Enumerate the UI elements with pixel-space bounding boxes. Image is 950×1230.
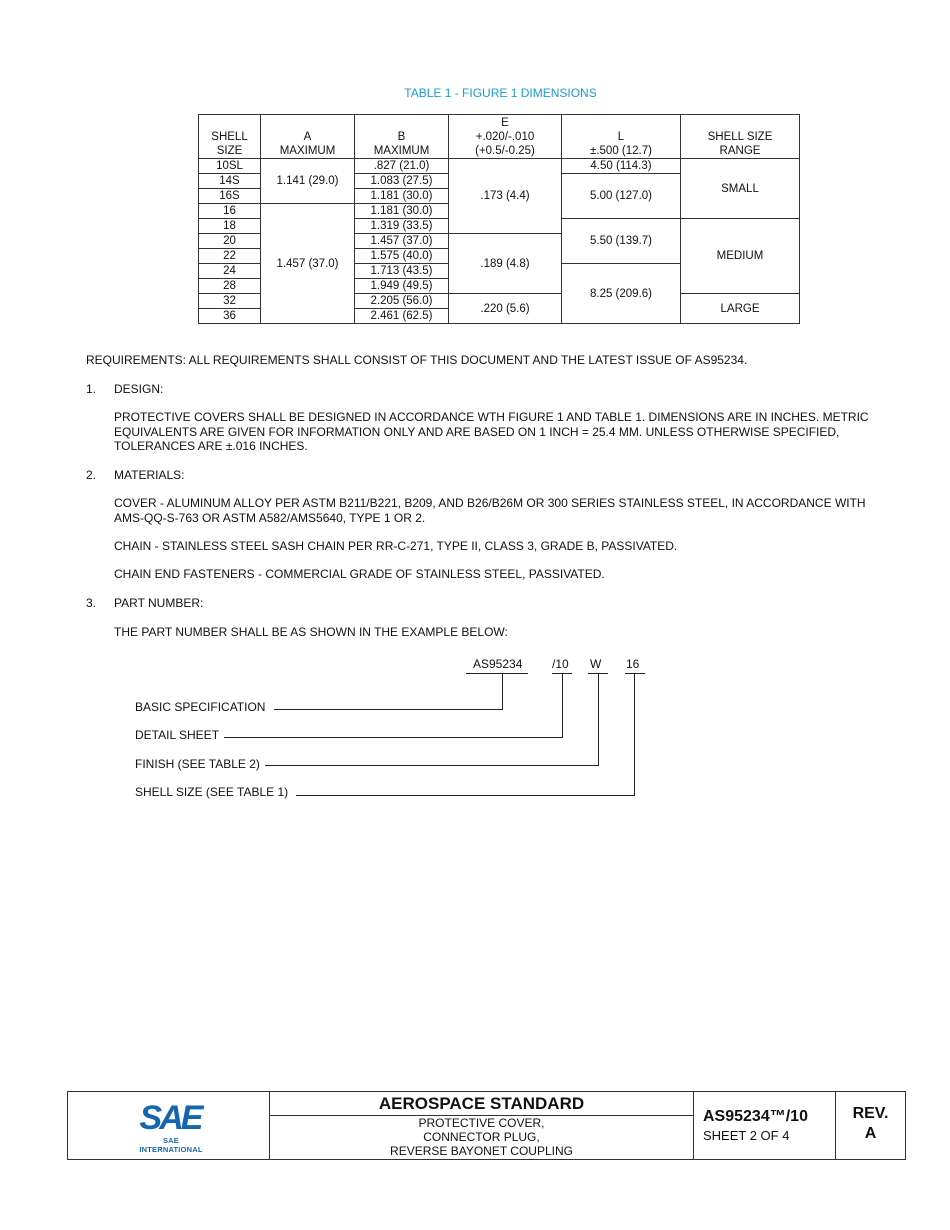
cell-b: 1.713 (43.5): [355, 264, 449, 279]
header-b: B MAXIMUM: [355, 115, 449, 159]
label-detail-sheet: DETAIL SHEET: [135, 728, 220, 742]
cell-b: 1.319 (33.5): [355, 219, 449, 234]
cell-shell-size: 10SL: [199, 159, 261, 174]
cell-l: 8.25 (209.6): [562, 264, 681, 324]
document-number: AS95234™/10: [703, 1108, 808, 1125]
header-a: A MAXIMUM: [261, 115, 355, 159]
label-finish: FINISH (SEE TABLE 2): [135, 757, 260, 771]
cell-b: 1.181 (30.0): [355, 204, 449, 219]
leader-line: [502, 673, 503, 709]
cell-shell-size: 16S: [199, 189, 261, 204]
cell-l: 4.50 (114.3): [562, 159, 681, 174]
cell-shell-size: 36: [199, 309, 261, 324]
table-row: [199, 159, 800, 174]
cell-range: MEDIUM: [681, 219, 800, 294]
section-paragraph: THE PART NUMBER SHALL BE AS SHOWN IN THE EXAMPLE BELOW:: [114, 625, 508, 639]
cell-l: 5.00 (127.0): [562, 174, 681, 219]
part-finish: W: [590, 657, 602, 671]
section-paragraph: COVER - ALUMINUM ALLOY PER ASTM B211/B221, B209, AND B26/B26M OR 300 SERIES STAINLESS STEEL, IN ACCORDANCE WITH AMS-QQ-S-763 OR ASTM A582/AMS5640, TYPE 1 OR 2.: [114, 496, 866, 525]
section-heading: MATERIALS:: [114, 468, 185, 482]
cell-b: 2.461 (62.5): [355, 309, 449, 324]
table-header-row: [199, 115, 800, 159]
header-shell-size: SHELL SIZE: [199, 115, 261, 159]
title-cell: [269, 1091, 694, 1160]
part-shell-size: 16: [626, 657, 640, 671]
section-paragraph: CHAIN - STAINLESS STEEL SASH CHAIN PER RR-C-271, TYPE II, CLASS 3, GRADE B, PASSIVATED.: [114, 539, 678, 553]
logo-subtext: SAE INTERNATIONAL: [139, 1136, 203, 1154]
revision-label: REV.: [852, 1105, 889, 1122]
sae-logo: [136, 1100, 206, 1154]
cell-b: 1.575 (40.0): [355, 249, 449, 264]
cell-shell-size: 14S: [199, 174, 261, 189]
leader-line: [634, 673, 635, 796]
cell-e: .220 (5.6): [449, 294, 562, 324]
section-paragraph: PROTECTIVE COVERS SHALL BE DESIGNED IN ACCORDANCE WTH FIGURE 1 AND TABLE 1. DIMENSIONS ARE IN INCHES. METRIC EQUIVALENTS ARE GIVEN FOR INFORMATION ONLY AND ARE BASED ON 1 INCH = 25.4 MM. UNLESS OTHERWISE SPECIFIED, TOLERANCES ARE ±.016 INCHES.: [114, 410, 869, 453]
cell-shell-size: 32: [199, 294, 261, 309]
requirements-statement: REQUIREMENTS: ALL REQUIREMENTS SHALL CONSIST OF THIS DOCUMENT AND THE LATEST ISSUE OF AS95234.: [86, 353, 748, 367]
description-line: CONNECTOR PLUG,: [423, 1130, 540, 1144]
section-number: 1.: [86, 382, 97, 396]
dimensions-table: [198, 114, 800, 324]
cell-shell-size: 22: [199, 249, 261, 264]
cell-a: 1.141 (29.0): [261, 159, 355, 204]
cell-shell-size: 20: [199, 234, 261, 249]
cell-a: 1.457 (37.0): [261, 204, 355, 324]
part-basic-spec: AS95234: [473, 657, 523, 671]
leader-line: [598, 673, 599, 766]
part-detail-sheet: /10: [552, 657, 569, 671]
cell-shell-size: 28: [199, 279, 261, 294]
leader-line: [562, 673, 563, 737]
label-shell-size: SHELL SIZE (SEE TABLE 1): [135, 785, 289, 799]
underline: [625, 673, 645, 674]
section-heading: DESIGN:: [114, 382, 164, 396]
header-range: SHELL SIZE RANGE: [681, 115, 800, 159]
section-paragraph: CHAIN END FASTENERS - COMMERCIAL GRADE OF STAINLESS STEEL, PASSIVATED.: [114, 567, 605, 581]
table-title: TABLE 1 - FIGURE 1 DIMENSIONS: [404, 86, 597, 100]
cell-e: .189 (4.8): [449, 234, 562, 294]
logo-cell: [67, 1091, 270, 1160]
cell-b: 1.083 (27.5): [355, 174, 449, 189]
cell-b: 2.205 (56.0): [355, 294, 449, 309]
leader-line: [296, 795, 635, 796]
revision-cell: [835, 1091, 906, 1160]
section-number: 3.: [86, 596, 97, 610]
cell-b: 1.181 (30.0): [355, 189, 449, 204]
section-number: 2.: [86, 468, 97, 482]
underline: [466, 673, 528, 674]
description-line: PROTECTIVE COVER,: [418, 1116, 545, 1130]
cell-e: .173 (4.4): [449, 159, 562, 234]
revision-letter: A: [864, 1125, 877, 1142]
leader-line: [224, 737, 563, 738]
label-basic-specification: BASIC SPECIFICATION: [135, 700, 266, 714]
header-l: L ±.500 (12.7): [562, 115, 681, 159]
header-e: E +.020/-.010 (+0.5/-0.25): [449, 115, 562, 159]
section-heading: PART NUMBER:: [114, 596, 204, 610]
cell-range: SMALL: [681, 159, 800, 219]
cell-b: 1.457 (37.0): [355, 234, 449, 249]
cell-shell-size: 18: [199, 219, 261, 234]
document-description: [270, 1116, 693, 1158]
cell-b: .827 (21.0): [355, 159, 449, 174]
cell-b: 1.949 (49.5): [355, 279, 449, 294]
doc-number-cell: [693, 1091, 836, 1160]
description-line: REVERSE BAYONET COUPLING: [390, 1144, 573, 1158]
leader-line: [265, 765, 599, 766]
sae-logo-mark: [136, 1100, 206, 1134]
cell-l: 5.50 (139.7): [562, 219, 681, 264]
cell-shell-size: 16: [199, 204, 261, 219]
revision: [836, 1104, 905, 1144]
sheet-number: SHEET 2 OF 4: [703, 1128, 790, 1143]
svg-text:SAE: SAE: [139, 1100, 201, 1134]
cell-shell-size: 24: [199, 264, 261, 279]
standard-type: AEROSPACE STANDARD: [270, 1092, 693, 1116]
leader-line: [274, 709, 503, 710]
cell-range: LARGE: [681, 294, 800, 324]
